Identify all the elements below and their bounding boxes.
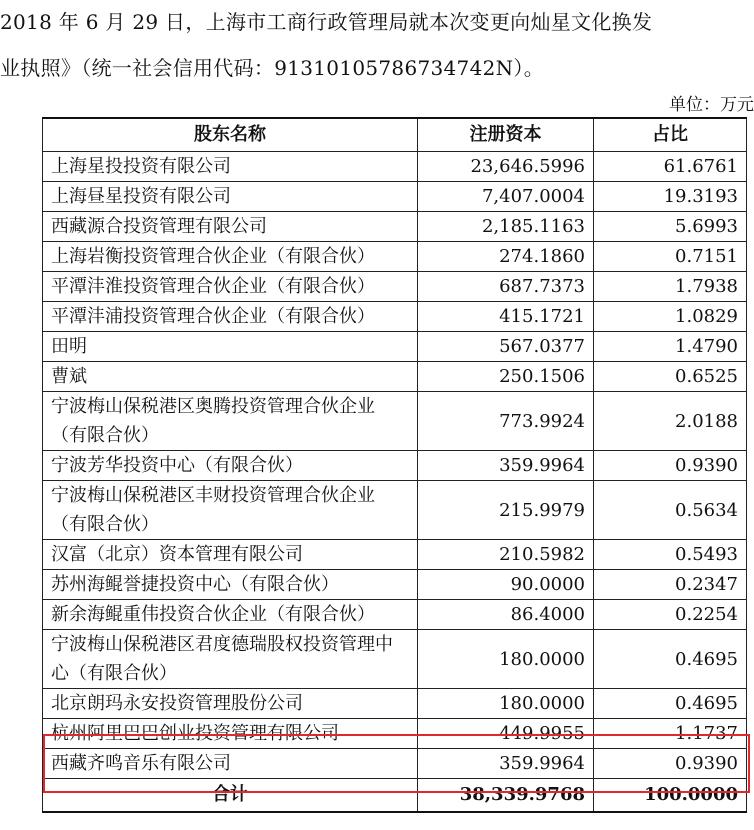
table-row <box>43 600 747 630</box>
ratio-cell: 0.2347 <box>594 570 747 600</box>
shareholder-name-cell: 宁波梅山保税港区君度德瑞股权投资管理中心（有限合伙） <box>43 630 418 689</box>
ratio-cell: 0.2254 <box>594 600 747 630</box>
registered-capital-cell: 773.9924 <box>418 392 594 451</box>
shareholder-name-cell: 杭州阿里巴巴创业投资管理有限公司 <box>43 719 418 749</box>
table-total-row <box>43 779 747 813</box>
table-row <box>43 212 747 242</box>
table-row <box>43 332 747 362</box>
unit-label: 单位：万元 <box>669 95 754 115</box>
registered-capital-cell: 90.0000 <box>418 570 594 600</box>
header-registered-capital: 注册资本 <box>418 118 594 152</box>
registered-capital-cell: 274.1860 <box>418 242 594 272</box>
shareholder-name-cell: 汉富（北京）资本管理有限公司 <box>43 540 418 570</box>
registered-capital-cell: 210.5982 <box>418 540 594 570</box>
shareholder-name-cell: 上海岩衡投资管理合伙企业（有限合伙） <box>43 242 418 272</box>
table-row <box>43 630 747 689</box>
shareholder-name-cell: 田明 <box>43 332 418 362</box>
ratio-cell: 0.7151 <box>594 242 747 272</box>
ratio-cell: 0.9390 <box>594 451 747 481</box>
header-ratio: 占比 <box>594 118 747 152</box>
registered-capital-cell: 86.4000 <box>418 600 594 630</box>
ratio-cell: 2.0188 <box>594 392 747 451</box>
ratio-cell: 5.6993 <box>594 212 747 242</box>
shareholder-name-cell: 上海星投投资有限公司 <box>43 152 418 182</box>
table-header-row <box>43 118 747 152</box>
table-row <box>43 152 747 182</box>
table-row <box>43 570 747 600</box>
shareholder-name-cell: 苏州海鲲誉捷投资中心（有限合伙） <box>43 570 418 600</box>
ratio-cell: 1.0829 <box>594 302 747 332</box>
table-body <box>43 152 747 813</box>
table-row <box>43 302 747 332</box>
ratio-cell: 1.4790 <box>594 332 747 362</box>
table-row <box>43 481 747 540</box>
ratio-cell: 19.3193 <box>594 182 747 212</box>
table-row <box>43 272 747 302</box>
ratio-cell: 0.9390 <box>594 749 747 779</box>
ratio-cell: 1.1737 <box>594 719 747 749</box>
table-row <box>43 182 747 212</box>
registered-capital-cell: 415.1721 <box>418 302 594 332</box>
shareholder-name-cell: 新余海鲲重伟投资合伙企业（有限合伙） <box>43 600 418 630</box>
total-label-cell: 合计 <box>43 779 418 813</box>
ratio-cell: 1.7938 <box>594 272 747 302</box>
ratio-cell: 0.6525 <box>594 362 747 392</box>
table-row <box>43 451 747 481</box>
paragraph-line-2: 业执照》（统一社会信用代码：91310105786734742N）。 <box>0 56 545 80</box>
table-row <box>43 540 747 570</box>
shareholder-table <box>42 117 747 813</box>
shareholder-name-cell: 西藏齐鸣音乐有限公司 <box>43 749 418 779</box>
registered-capital-cell: 687.7373 <box>418 272 594 302</box>
table-row <box>43 362 747 392</box>
ratio-cell: 61.6761 <box>594 152 747 182</box>
shareholder-name-cell: 曹斌 <box>43 362 418 392</box>
registered-capital-cell: 359.9964 <box>418 749 594 779</box>
registered-capital-cell: 215.9979 <box>418 481 594 540</box>
table-row <box>43 242 747 272</box>
registered-capital-cell: 7,407.0004 <box>418 182 594 212</box>
table-row <box>43 749 747 779</box>
registered-capital-cell: 359.9964 <box>418 451 594 481</box>
shareholder-name-cell: 宁波芳华投资中心（有限合伙） <box>43 451 418 481</box>
ratio-cell: 0.5634 <box>594 481 747 540</box>
registered-capital-cell: 449.9955 <box>418 719 594 749</box>
ratio-cell: 0.5493 <box>594 540 747 570</box>
total-ratio-cell: 100.0000 <box>594 779 747 813</box>
shareholder-name-cell: 宁波梅山保税港区奥腾投资管理合伙企业（有限合伙） <box>43 392 418 451</box>
registered-capital-cell: 180.0000 <box>418 630 594 689</box>
shareholder-name-cell: 平潭沣淮投资管理合伙企业（有限合伙） <box>43 272 418 302</box>
shareholder-name-cell: 北京朗玛永安投资管理股份公司 <box>43 689 418 719</box>
ratio-cell: 0.4695 <box>594 689 747 719</box>
total-capital-cell: 38,339.9768 <box>418 779 594 813</box>
table-row <box>43 392 747 451</box>
shareholder-name-cell: 平潭沣浦投资管理合伙企业（有限合伙） <box>43 302 418 332</box>
registered-capital-cell: 567.0377 <box>418 332 594 362</box>
registered-capital-cell: 180.0000 <box>418 689 594 719</box>
table-row <box>43 689 747 719</box>
shareholder-name-cell: 西藏源合投资管理有限公司 <box>43 212 418 242</box>
shareholder-name-cell: 上海昼星投资有限公司 <box>43 182 418 212</box>
table-row <box>43 719 747 749</box>
paragraph-line-1: 2018 年 6 月 29 日，上海市工商行政管理局就本次变更向灿星文化换发 <box>0 10 653 34</box>
shareholder-name-cell: 宁波梅山保税港区丰财投资管理合伙企业（有限合伙） <box>43 481 418 540</box>
registered-capital-cell: 250.1506 <box>418 362 594 392</box>
ratio-cell: 0.4695 <box>594 630 747 689</box>
header-shareholder-name: 股东名称 <box>43 118 418 152</box>
registered-capital-cell: 2,185.1163 <box>418 212 594 242</box>
registered-capital-cell: 23,646.5996 <box>418 152 594 182</box>
